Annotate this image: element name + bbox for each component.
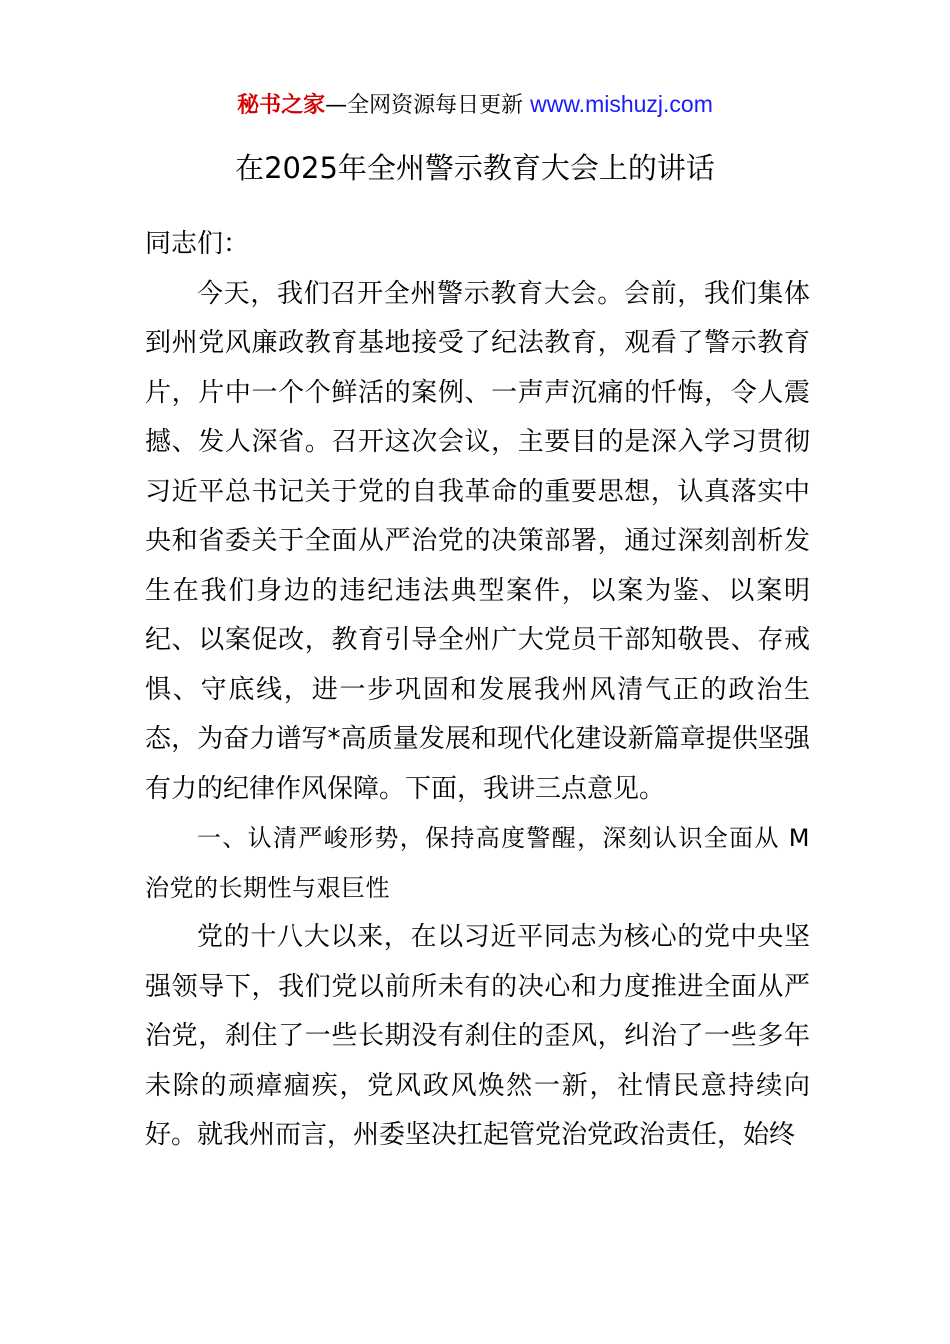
site-header bbox=[0, 86, 950, 124]
site-slogan: —全网资源每日更新 bbox=[325, 93, 531, 118]
body-paragraph: 党的十八大以来，在以习近平同志为核心的党中央坚强领导下，我们党以前所未有的决心和力度推进全面从严治党，刹住了一些长期没有刹住的歪风，纠治了一些多年未除的顽瘴痼疾，党风政风焕然一新，社情民意持续向好。就我州而言，州委坚决扛起管党治党政治责任，始终 bbox=[145, 922, 810, 1150]
salutation: 同志们： bbox=[145, 229, 250, 259]
section-heading: 一、认清严峻形势，保持高度警醒，深刻认识全面从 M 治党的长期性与艰巨性 bbox=[145, 824, 810, 902]
document-title: 在2025年全州警示教育大会上的讲话 bbox=[235, 151, 715, 185]
body-paragraph: 今天，我们召开全州警示教育大会。会前，我们集体到州党风廉政教育基地接受了纪法教育，观看了警示教育片，片中一个个鲜活的案例、一声声沉痛的忏悔，令人震撼、发人深省。召开这次会议，主要目的是深入学习贯彻习近平总书记关于党的自我革命的重要思想，认真落实中央和省委关于全面从严治党的决策部署，通过深刻剖析发生在我们身边的违纪违法典型案件，以案为鉴、以案明纪、以案促改，教育引导全州广大党员干部知敬畏、存戒惧、守底线，进一步巩固和发展我州风清气正的政治生态，为奋力谱写*高质量发展和现代化建设新篇章提供坚强有力的纪律作风保障。下面，我讲三点意见。 bbox=[145, 278, 810, 804]
site-url-link[interactable]: www.mishuzj.com bbox=[530, 91, 713, 117]
site-brand: 秘书之家 bbox=[237, 93, 326, 118]
document-body bbox=[145, 220, 810, 1161]
